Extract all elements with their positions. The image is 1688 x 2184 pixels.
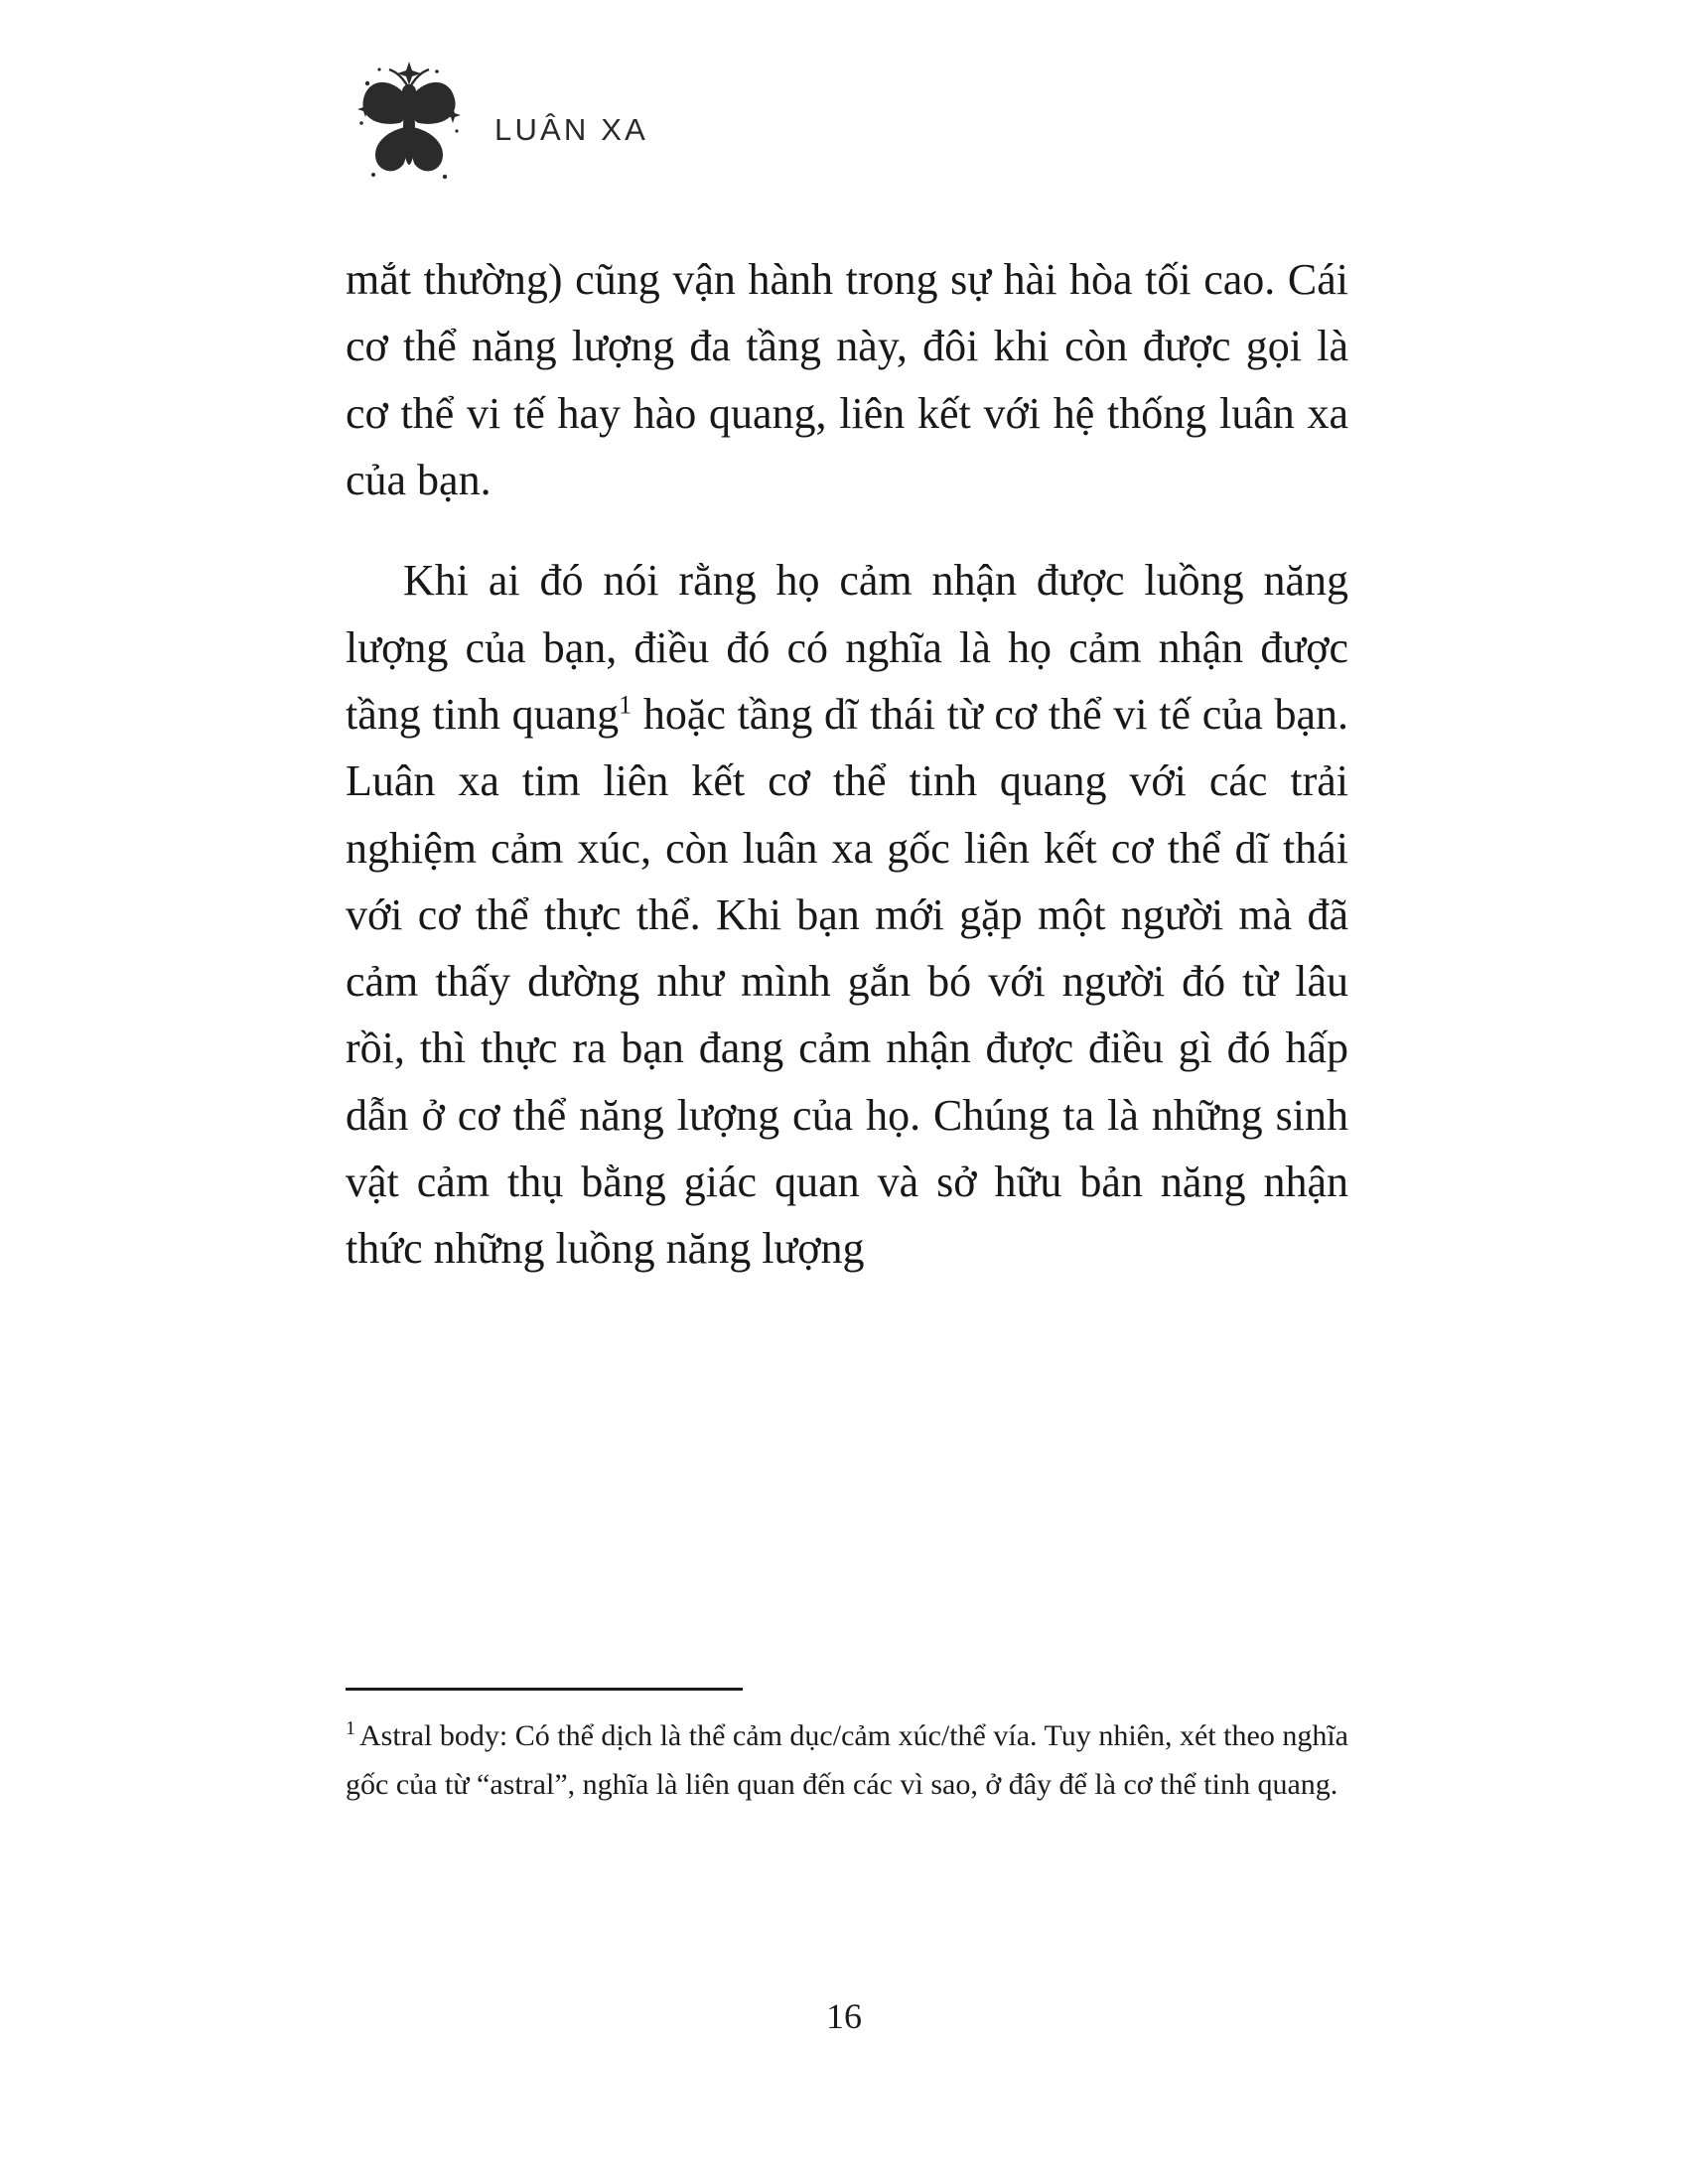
paragraph-1: mắt thường) cũng vận hành trong sự hài hòa tối cao. Cái cơ thể năng lượng đa tầng này, đôi khi còn được gọi là cơ thể vi tế hay hào quang, liên kết với hệ thống luân xa của bạn. bbox=[346, 255, 1348, 504]
footnote-reference-marker[interactable]: 1 bbox=[619, 690, 633, 720]
footnote-text bbox=[346, 1712, 1348, 1809]
page-content bbox=[346, 246, 1348, 1283]
footnote-marker: 1 bbox=[346, 1717, 355, 1739]
paragraph-2 bbox=[346, 547, 1348, 1282]
running-title: LUÂN XA bbox=[494, 112, 649, 147]
paragraph-2-part-1: Khi ai đó nói rằng họ cảm nhận được luồng năng lượng của bạn, điều đó có nghĩa là họ cảm nhận được tầng tinh quang bbox=[346, 556, 1348, 739]
page-number: 16 bbox=[826, 1996, 862, 2036]
footnote-block bbox=[346, 1688, 1348, 1809]
butterfly-emblem-icon bbox=[350, 58, 469, 197]
footnote-divider bbox=[346, 1688, 743, 1691]
paragraph-2-part-2: hoặc tầng dĩ thái từ cơ thể vi tế của bạn. Luân xa tim liên kết cơ thể tinh quang với các trải nghiệm cảm xúc, còn luân xa gốc liên kết cơ thể dĩ thái với cơ thể thực thể. Khi bạn mới gặp một người mà đã cảm thấy dường như mình gắn bó với người đó từ lâu rồi, thì thực ra bạn đang cảm nhận được điều gì đó hấp dẫn ở cơ thể năng lượng của họ. Chúng ta là những sinh vật cảm thụ bằng giác quan và sở hữu bản năng nhận thức những luồng năng lượng bbox=[346, 689, 1348, 1274]
page-header bbox=[350, 58, 648, 197]
footnote-body: Astral body: Có thể dịch là thể cảm dục/cảm xúc/thể vía. Tuy nhiên, xét theo nghĩa gốc của từ “astral”, nghĩa là liên quan đến các vì sao, ở đây để là cơ thể tinh quang. bbox=[346, 1719, 1348, 1801]
